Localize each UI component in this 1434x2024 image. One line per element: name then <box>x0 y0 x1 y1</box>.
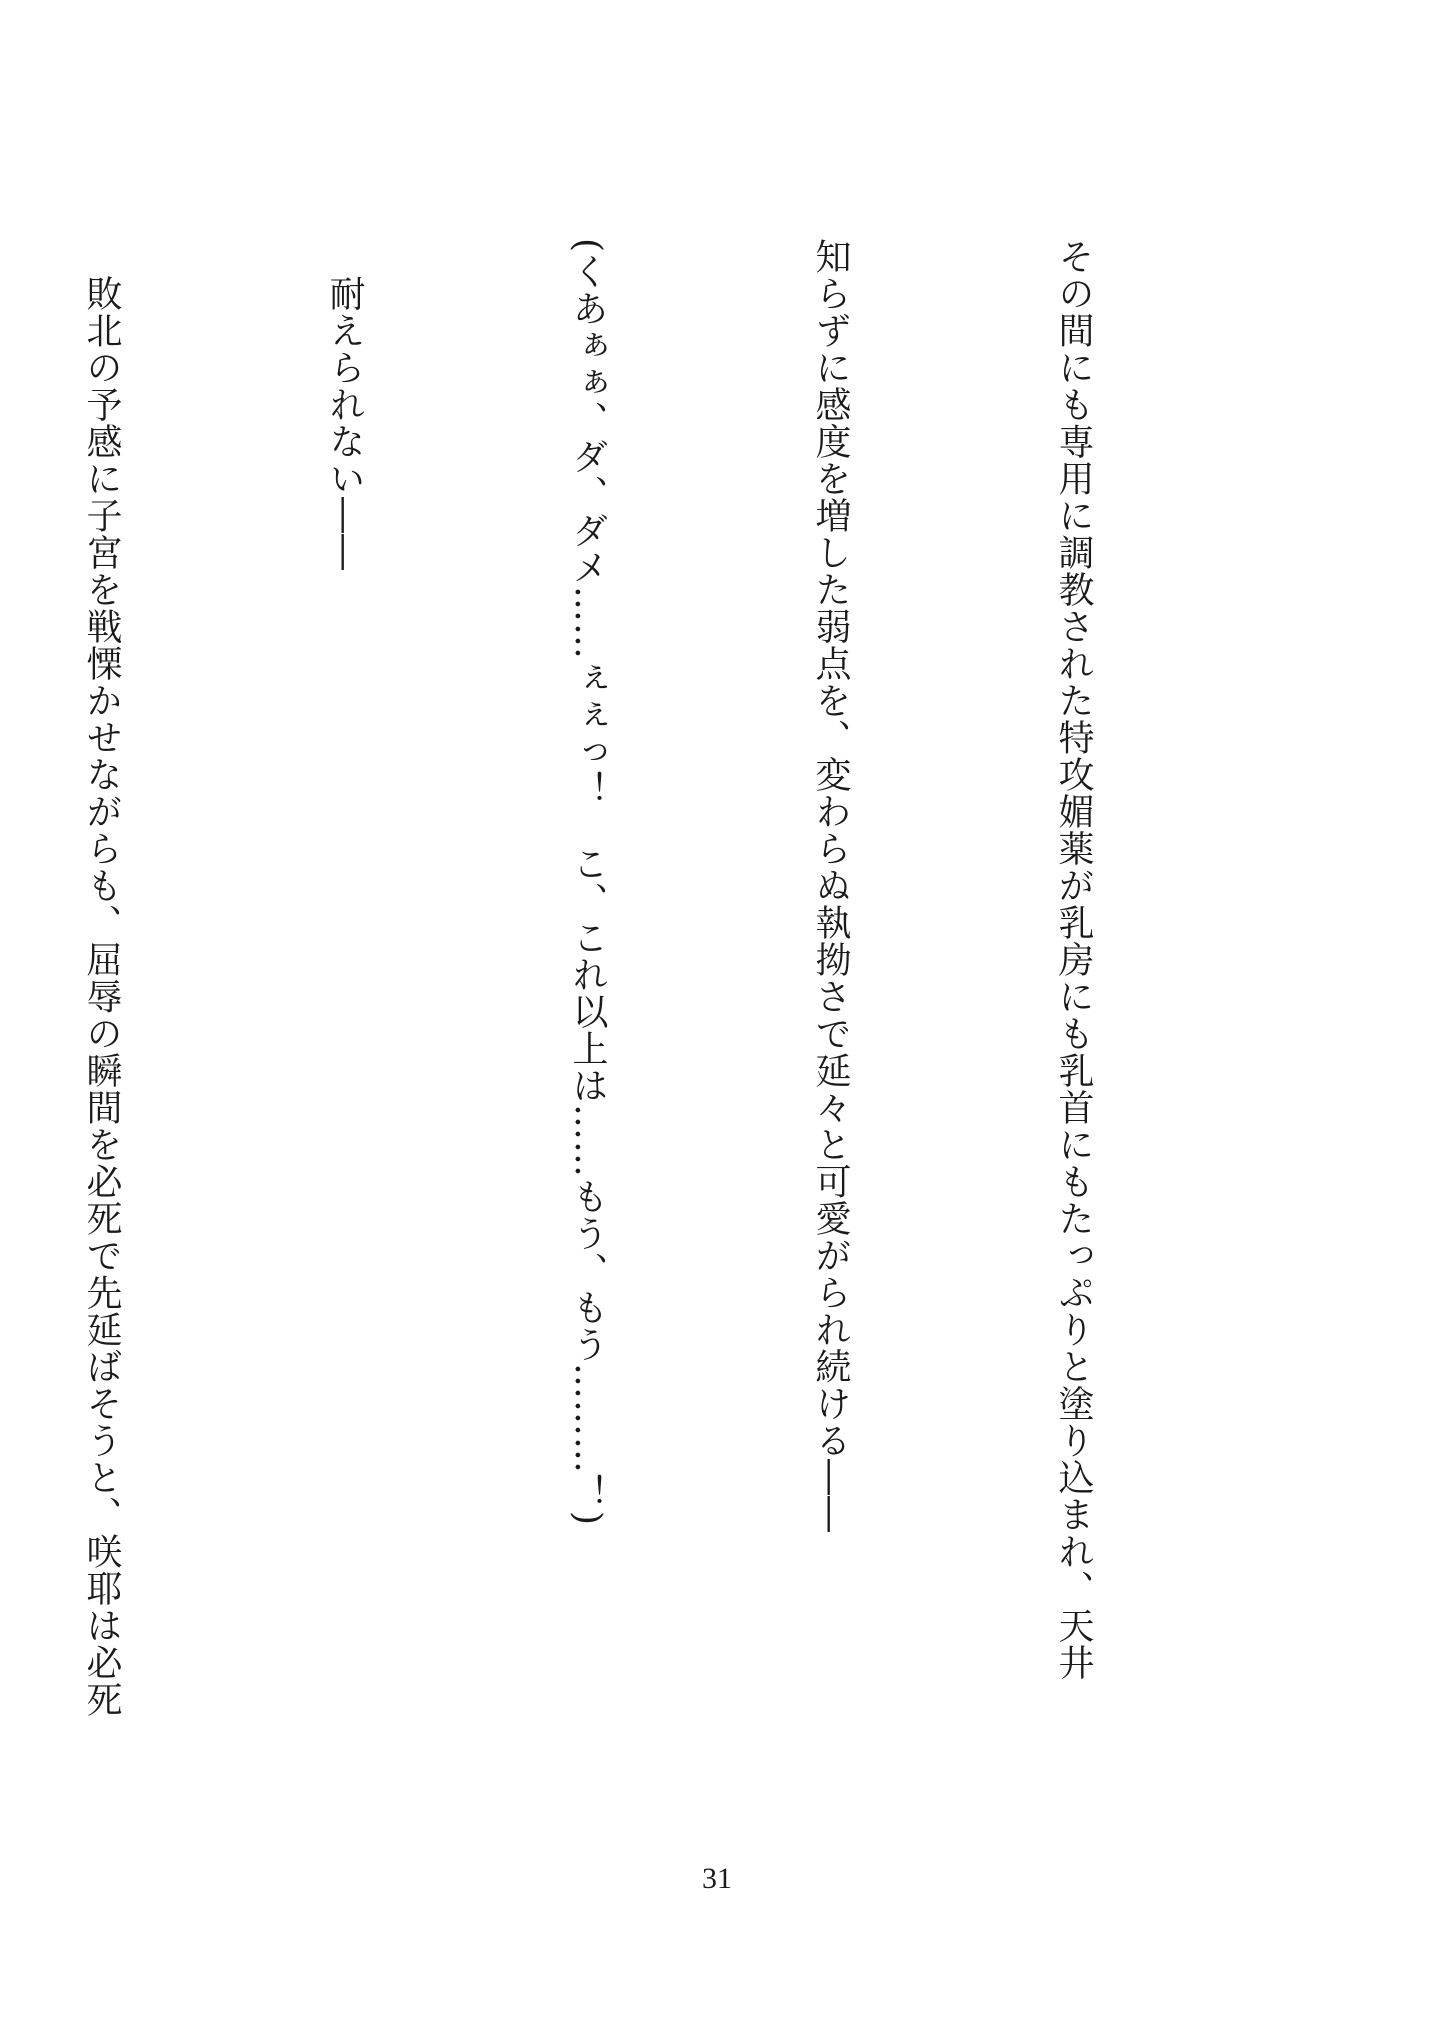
text-line: 敗北の予感に子宮を戦慄かせながらも、屈辱の瞬間を必死で先延ばそうと、咲耶は必死 <box>81 238 122 1718</box>
text-line: (くあぁぁ、ダ、ダメ……ぇぇっ！ こ、これ以上は……もう、もう………！) <box>567 238 608 1527</box>
text-line: その間にも専用に調教された特攻媚薬が乳房にも乳首にもたっぷりと塗り込まれ、天井 <box>1053 238 1094 1681</box>
text-line: 知らずに感度を増した弱点を、変わらぬ執拗さで延々と可愛がられ続ける―― <box>810 238 851 1533</box>
body-text <box>0 238 1276 1738</box>
text-line: 耐えられない―― <box>324 238 365 571</box>
page-number: 31 <box>702 1862 732 1895</box>
